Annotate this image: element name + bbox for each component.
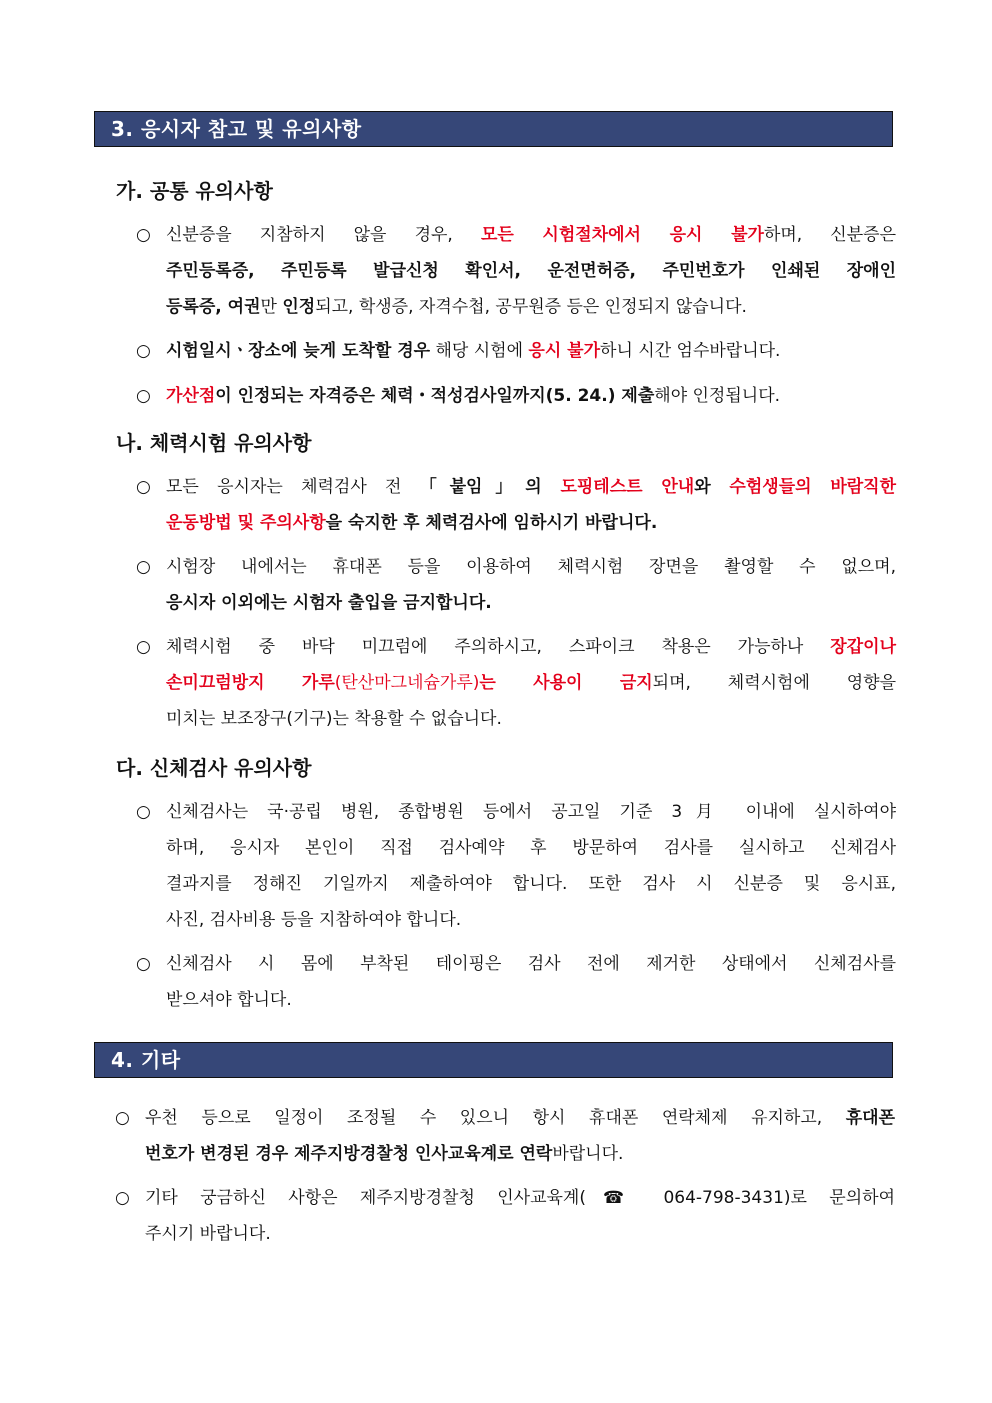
notice-item xyxy=(136,794,896,938)
emphasis-text: 등록증, 여권 xyxy=(166,297,261,317)
text-line xyxy=(166,289,896,325)
text-line xyxy=(145,1180,895,1216)
bullet-circle-icon: ○ xyxy=(136,225,151,245)
emphasis-text: 이 인정되는 자격증은 체력・적성검사일까지(5. 24.) 제출 xyxy=(215,386,655,406)
text-line xyxy=(145,1216,895,1252)
body-text: 만 xyxy=(260,297,283,317)
text-line xyxy=(145,1100,895,1136)
text-line xyxy=(166,505,896,541)
body-text: 하며, 응시자 본인이 직접 검사예약 후 방문하여 검사를 실시하고 신체검사 xyxy=(166,838,896,858)
notice-item xyxy=(136,946,896,1018)
emphasis-text: 가산점 xyxy=(166,386,216,406)
emphasis-text: 손미끄럼방지 가루 xyxy=(166,673,335,693)
subsection-b-heading: 나. 체력시험 유의사항 xyxy=(116,431,312,455)
body-text: 받으셔야 합니다. xyxy=(166,990,292,1010)
section-4-title: 4. 기타 xyxy=(111,1048,181,1072)
bullet-circle-icon: ○ xyxy=(115,1188,130,1208)
text-line xyxy=(166,794,896,830)
emphasis-text: (탄산마그네슘가루) xyxy=(334,673,480,693)
body-text: 사진, 검사비용 등을 지참하여야 합니다. xyxy=(166,910,462,930)
section-3-title: 3. 응시자 참고 및 유의사항 xyxy=(111,117,362,141)
bullet-circle-icon: ○ xyxy=(136,477,151,497)
emphasis-text: 을 숙지한 후 체력검사에 임하시기 바랍니다. xyxy=(325,513,658,533)
notice-item xyxy=(136,378,896,414)
body-text: 되며, 체력시험에 영향을 xyxy=(652,673,897,693)
text-line xyxy=(166,982,896,1018)
text-line xyxy=(166,701,896,737)
body-text: 하며, 신분증은 xyxy=(763,225,896,245)
bullet-circle-icon: ○ xyxy=(136,386,151,406)
notice-item xyxy=(136,629,896,737)
notice-item xyxy=(115,1180,895,1252)
bullet-circle-icon: ○ xyxy=(136,637,151,657)
emphasis-text: 와 xyxy=(694,477,730,497)
text-line xyxy=(166,585,896,621)
body-text: 시험장 내에서는 휴대폰 등을 이용하여 체력시험 장면을 촬영할 수 없으며, xyxy=(166,557,896,577)
body-text: 주시기 바랍니다. xyxy=(145,1224,271,1244)
body-text: 체력시험 중 바닥 미끄럼에 주의하시고, 스파이크 착용은 가능하나 xyxy=(166,637,831,657)
body-text: 결과지를 정해진 기일까지 제출하여야 합니다. 또한 검사 시 신분증 및 응시표, xyxy=(166,874,896,894)
text-line xyxy=(166,217,896,253)
notice-item xyxy=(115,1100,895,1172)
body-text: 기타 궁금하신 사항은 제주지방경찰청 인사교육계(☎ 064-798-3431)로 문의하여 xyxy=(145,1188,895,1208)
emphasis-text: 는 사용이 금지 xyxy=(479,673,653,693)
body-text: 해당 시험에 xyxy=(430,341,529,361)
text-line xyxy=(166,946,896,982)
bullet-circle-icon: ○ xyxy=(136,341,151,361)
text-line xyxy=(166,902,896,938)
emphasis-text: 모든 시험절차에서 응시 불가 xyxy=(480,225,764,245)
body-text: 신분증을 지참하지 않을 경우, xyxy=(166,225,481,245)
notice-item xyxy=(136,217,896,325)
subsection-a-heading: 가. 공통 유의사항 xyxy=(116,179,273,203)
bullet-circle-icon: ○ xyxy=(136,954,151,974)
emphasis-text: 휴대폰 xyxy=(845,1108,895,1128)
subsection-c-heading: 다. 신체검사 유의사항 xyxy=(116,756,312,780)
emphasis-text: 시험일시ㆍ장소에 늦게 도착할 경우 xyxy=(166,341,431,361)
bullet-circle-icon: ○ xyxy=(136,802,151,822)
emphasis-text: 운동방법 및 주의사항 xyxy=(166,513,326,533)
emphasis-text: 주민등록증, 주민등록 발급신청 확인서, 운전면허증, 주민번호가 인쇄된 장애인 xyxy=(166,261,896,281)
notice-item xyxy=(136,333,896,369)
body-text: 바랍니다. xyxy=(552,1144,624,1164)
text-line xyxy=(145,1136,895,1172)
text-line xyxy=(166,469,896,505)
text-line xyxy=(166,253,896,289)
body-text: 우천 등으로 일정이 조정될 수 있으니 항시 휴대폰 연락체제 유지하고, xyxy=(145,1108,846,1128)
notice-item xyxy=(136,549,896,621)
text-line xyxy=(166,866,896,902)
emphasis-text: 도핑테스트 안내 xyxy=(560,477,695,497)
emphasis-text: 수험생들의 바람직한 xyxy=(729,477,897,497)
body-text: 모든 응시자는 체력검사 전 xyxy=(166,477,420,497)
body-text: 되고, 학생증, 자격수첩, 공무원증 등은 인정되지 않습니다. xyxy=(315,297,747,317)
body-text: 신체검사는 국·공립 병원, 종합병원 등에서 공고일 기준 3月 이내에 실시하여야 xyxy=(166,802,896,822)
body-text: 신체검사 시 몸에 부착된 테이핑은 검사 전에 제거한 상태에서 신체검사를 xyxy=(166,954,896,974)
text-line xyxy=(166,333,896,369)
text-line xyxy=(166,830,896,866)
body-text: 하니 시간 엄수바랍니다. xyxy=(600,341,781,361)
body-text: 미치는 보조장구(기구)는 착용할 수 없습니다. xyxy=(166,709,502,729)
emphasis-text: 「붙임」의 xyxy=(419,477,561,497)
emphasis-text: 인정 xyxy=(282,297,316,317)
body-text: 해야 인정됩니다. xyxy=(654,386,781,406)
emphasis-text: 번호가 변경된 경우 제주지방경찰청 인사교육계로 연락 xyxy=(145,1144,553,1164)
section-4-header xyxy=(94,1042,893,1078)
bullet-circle-icon: ○ xyxy=(136,557,151,577)
notice-item xyxy=(136,469,896,541)
emphasis-text: 응시 불가 xyxy=(528,341,601,361)
text-line xyxy=(166,665,896,701)
emphasis-text: 응시자 이외에는 시험자 출입을 금지합니다. xyxy=(166,593,492,613)
bullet-circle-icon: ○ xyxy=(115,1108,130,1128)
section-3-header xyxy=(94,111,893,147)
text-line xyxy=(166,549,896,585)
text-line xyxy=(166,629,896,665)
emphasis-text: 장갑이나 xyxy=(830,637,896,657)
text-line xyxy=(166,378,896,414)
